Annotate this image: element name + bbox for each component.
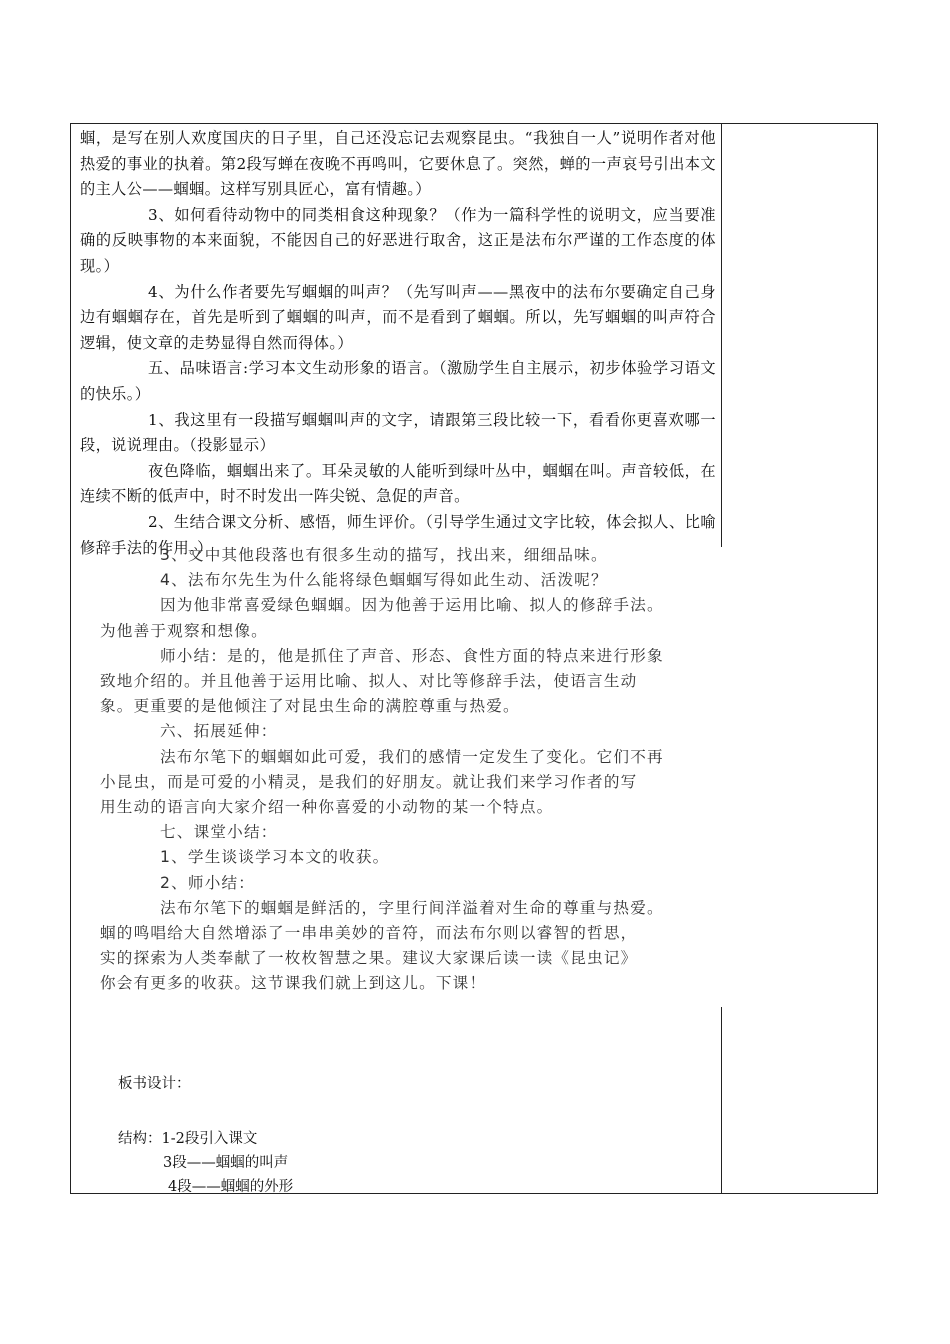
scan-line: 4、法布尔先生为什么能将绿色蝈蝈写得如此生动、活泼呢？ [160,571,608,590]
paragraph-compare-1: 1、我这里有一段描写蝈蝈叫声的文字，请跟第三段比较一下，看看你更喜欢哪一段，说说理由。（投影显示） [80,410,716,455]
paragraph-question-3: 3、如何看待动物中的同类相食这种现象？（作为一篇科学性的说明文，应当要准确的反映事物的本来面貌，不能因自己的好恶进行取舍，这正是法布尔严谨的工作态度的体现。） [80,205,716,275]
board-design-title: 板书设计： [118,1076,191,1092]
scan-line: 象。更重要的是他倾注了对昆虫生命的满腔尊重与热爱。 [100,697,520,716]
scan-line: 蝈的鸣唱给大自然增添了一串串美妙的音符，而法布尔则以睿智的哲思， [100,924,638,943]
typed-text-block [80,126,716,561]
board-structure-line: 结构：1-2段引入课文 [118,1131,258,1147]
board-item-3: 3段——蝈蝈的叫声 [163,1155,289,1171]
board-item-4: 4段——蝈蝈的外形 [168,1179,294,1195]
scan-line: 3、文中其他段落也有很多生动的描写，找出来，细细品味。 [160,546,608,564]
scan-line: 六、拓展延伸： [160,722,278,741]
scan-line: 1、学生谈谈学习本文的收获。 [160,848,390,867]
paragraph-question-4: 4、为什么作者要先写蝈蝈的叫声？（先写叫声——黑夜中的法布尔要确定自己身边有蝈蝈存在，首先是听到了蝈蝈的叫声，而不是看到了蝈蝈。所以，先写蝈蝈的叫声符合逻辑，使文章的走势显得自然而得体。） [80,282,716,352]
scan-line: 法布尔笔下的蝈蝈是鲜活的，字里行间洋溢着对生命的尊重与热爱。 [160,898,664,917]
scan-line: 为他善于观察和想像。 [100,621,268,640]
column-divider-upper [721,123,722,547]
paragraph-compare-2: 2、生结合课文分析、感悟，师生评价。（引导学生通过文字比较，体会拟人、比喻修辞手法的作用。） [80,512,716,557]
scan-line: 因为他非常喜爱绿色蝈蝈。因为他善于运用比喻、拟人的修辞手法。 [160,596,664,615]
scan-line: 实的探索为人类奉献了一枚枚智慧之果。建议大家课后读一读《昆虫记》 [100,949,638,968]
scan-line: 2、师小结： [160,873,256,892]
scan-line: 法布尔笔下的蝈蝈如此可爱，我们的感情一定发生了变化。它们不再 [160,747,664,766]
scan-line: 致地介绍的。并且他善于运用比喻、拟人、对比等修辞手法，使语言生动 [100,672,638,691]
paragraph-intro-analysis: 蝈，是写在别人欢度国庆的日子里，自己还没忘记去观察昆虫。“我独自一人”说明作者对他热爱的事业的执着。第2段写蝉在夜晚不再鸣叫，它要休息了。突然，蝉的一声哀号引出本文的主人公——蝈蝈。这样写别具匠心，富有情趣。） [80,129,716,199]
scan-line: 师小结：是的，他是抓住了声音、形态、食性方面的特点来进行形象 [160,646,664,665]
scan-line: 小昆虫，而是可爱的小精灵，是我们的好朋友。就让我们来学习作者的写 [100,772,638,791]
scan-line: 你会有更多的收获。这节课我们就上到这儿。下课！ [100,974,487,993]
paragraph-projected-text: 夜色降临，蝈蝈出来了。耳朵灵敏的人能听到绿叶丛中，蝈蝈在叫。声音较低，在连续不断的低声中，时不时发出一阵尖锐、急促的声音。 [80,461,716,506]
scan-line: 七、课堂小结： [160,823,278,842]
paragraph-section-5: 五、品味语言:学习本文生动形象的语言。（激励学生自主展示，初步体验学习语文的快乐。） [80,359,716,403]
column-divider-lower [721,1007,722,1194]
scanned-text-block [100,543,722,1013]
scan-line: 用生动的语言向大家介绍一种你喜爱的小动物的某一个特点。 [100,798,554,817]
